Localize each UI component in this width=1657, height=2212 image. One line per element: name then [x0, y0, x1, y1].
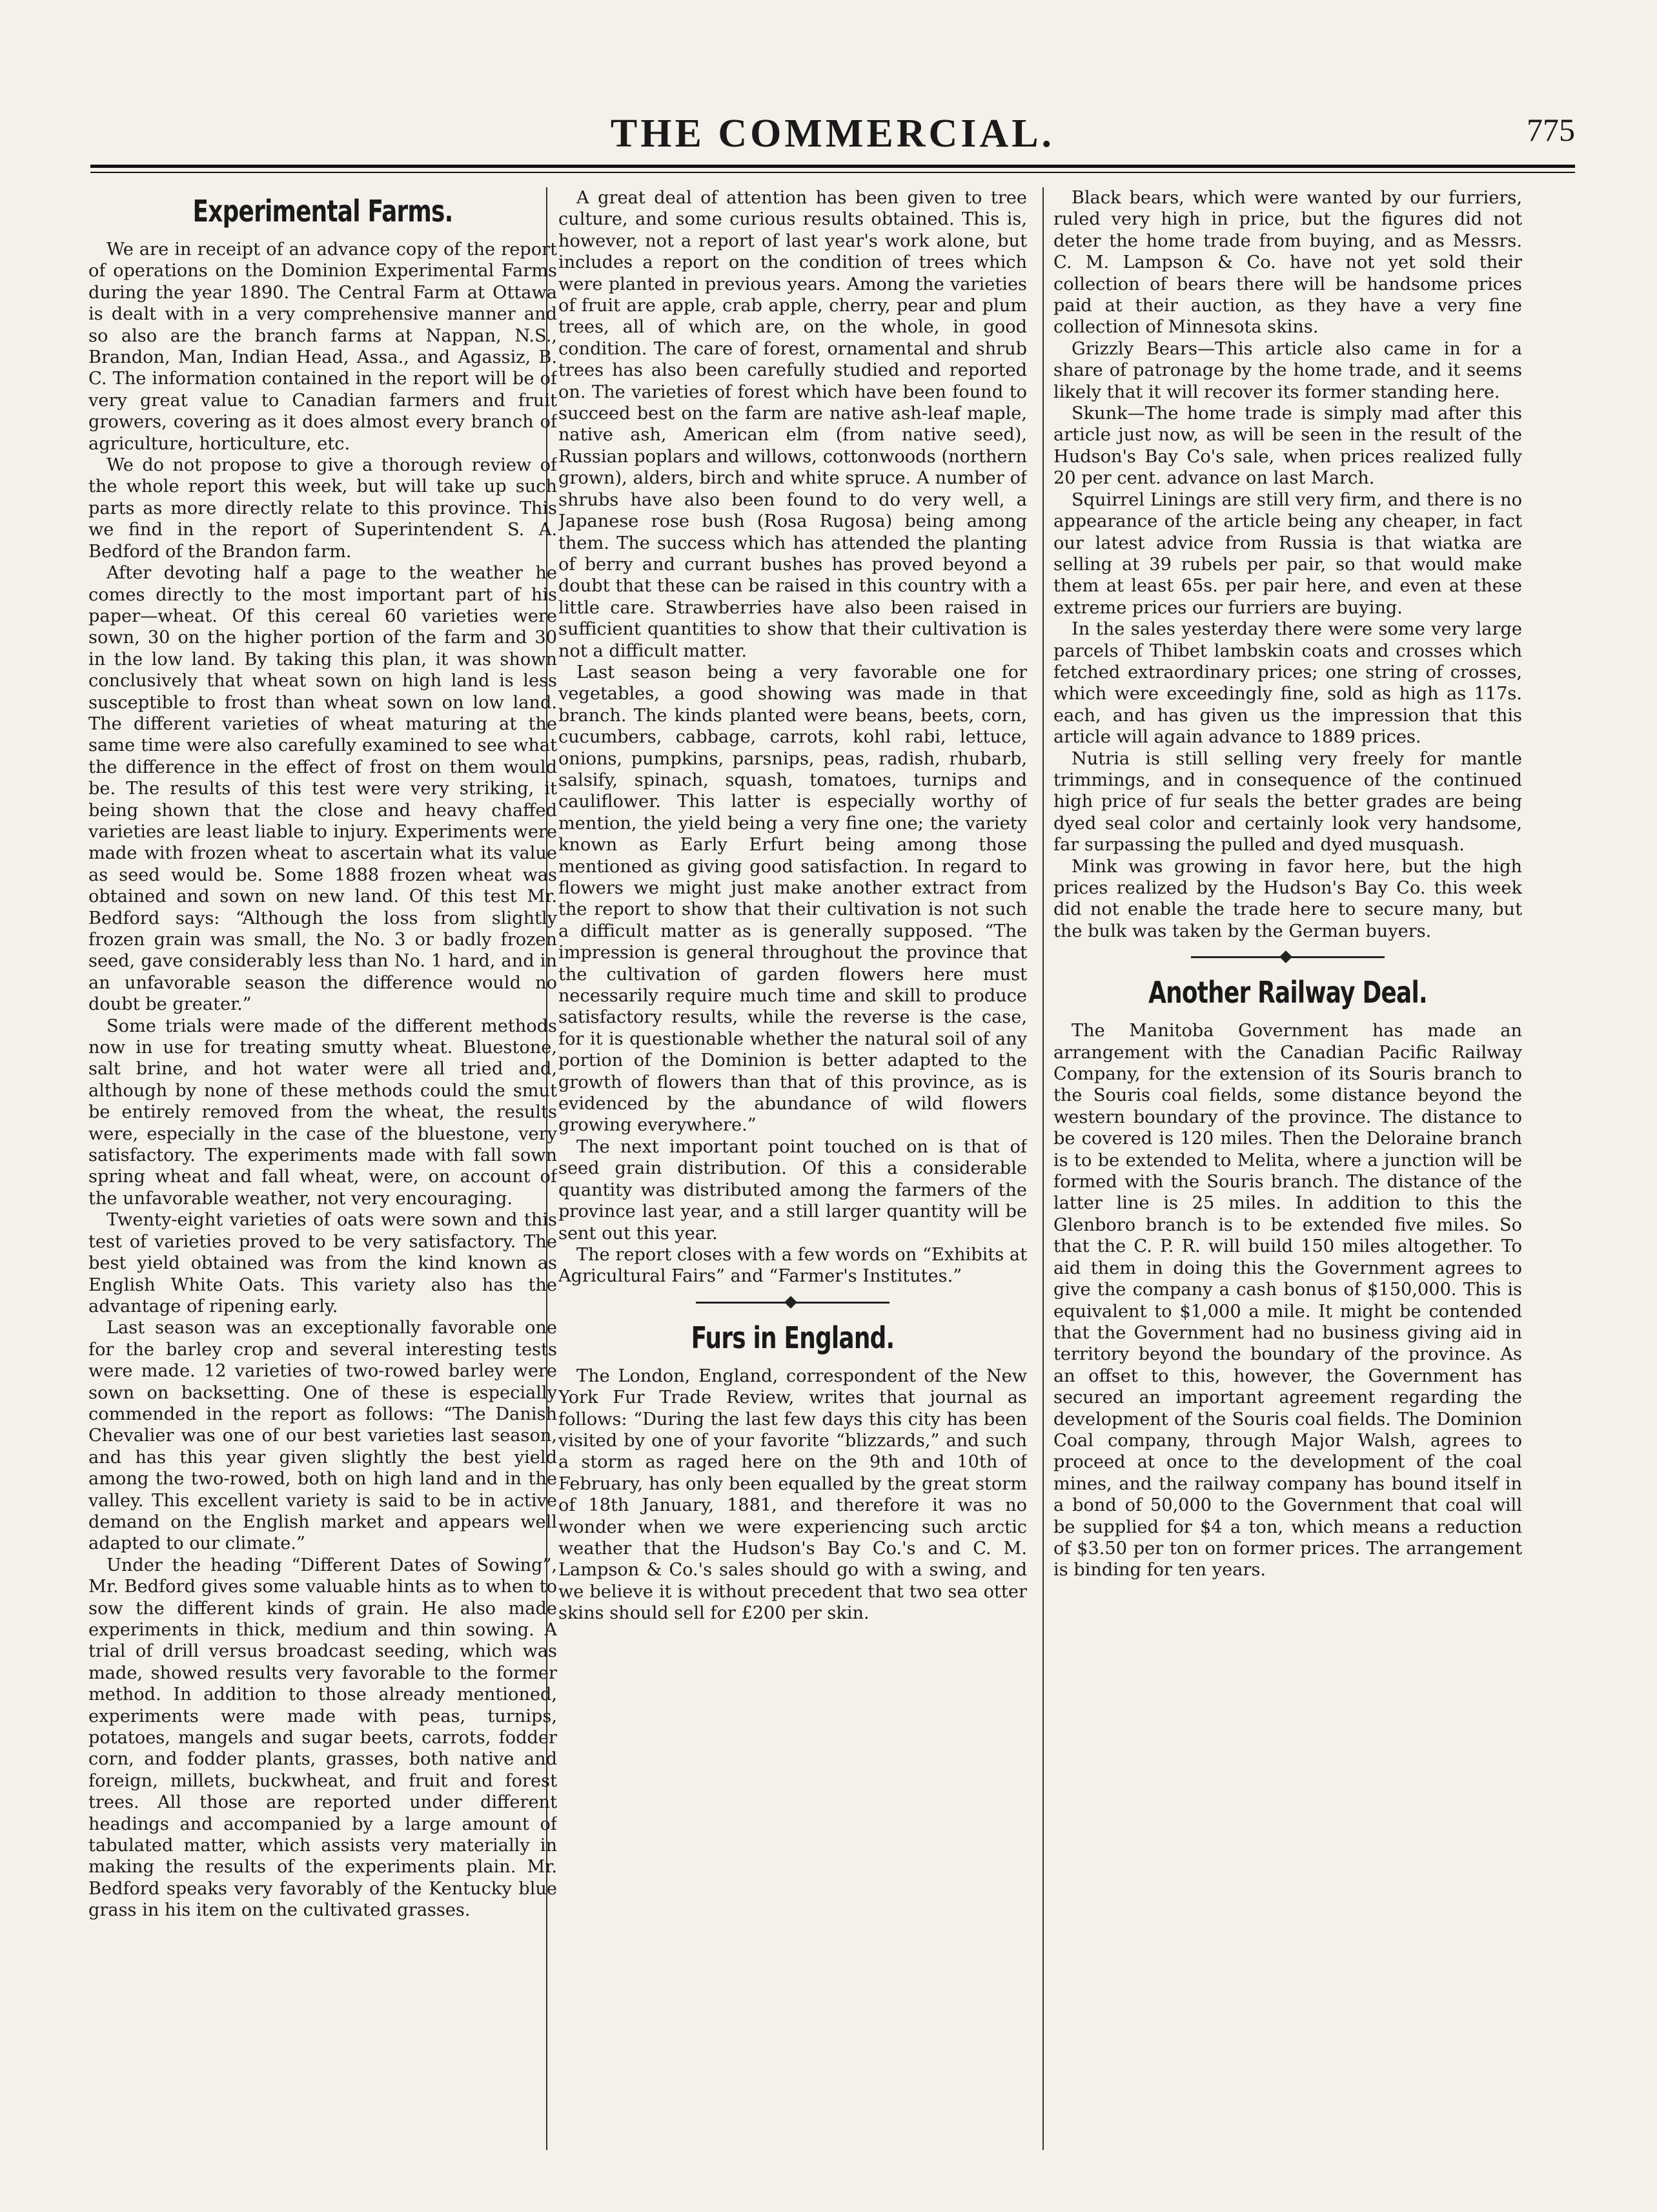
newspaper-title: THE COMMERCIAL.: [610, 112, 1055, 156]
article-paragraph: Skunk—The home trade is simply mad after this article just now, as will be seen in the result of the Hudson's Bay Co's sale, when prices realized fully 20 per cent. advance on last March.: [1053, 404, 1522, 489]
masthead-rule: [90, 165, 1575, 168]
article-paragraph: We are in receipt of an advance copy of the report of operations on the Dominion Experimental Farms during the year 1890. The Central Farm at Ottawa is dealt with in a very comprehensive manner and so also are the branch farms at Nappan, N.S., Brandon, Man, Indian Head, Assa., and Agassiz, B. C. The information contained in the report will be of very great value to Canadian farmers and fruit growers, covering as it does almost every branch of agriculture, horticulture, etc.: [88, 240, 557, 454]
article-paragraph: The next important point touched on is that of seed grain distribution. Of this a considerable quantity was distributed among the farmers of the province last year, and a still larger quantity will be sent out this year.: [558, 1136, 1027, 1244]
article-paragraph: After devoting half a page to the weather he comes directly to the most important part of his paper—wheat. Of this cereal 60 varieties were sown, 30 on the higher portion of the farm and 30 in the low land. By taking this plan, it was shown conclusively that wheat sown on high land is less susceptible to frost than wheat sown on low land. The different varieties of wheat maturing at the same time were also carefully examined to see what the difference in the effect of frost on them would be. The results of this test were very striking, it being shown that the close and heavy chaffed varieties are least liable to injury. Experiments were made with frozen wheat to ascertain what its value as seed would be. Some 1888 frozen wheat was obtained and sown on new land. Of this test Mr. Bedford says: “Although the loss from slightly frozen grain was small, the No. 3 or badly frozen seed, gave considerably less than No. 1 hard, and in an unfavorable season the difference would no doubt be greater.”: [88, 563, 557, 1015]
article-title-experimental-farms: Experimental Farms.: [192, 194, 453, 229]
article-paragraph: Nutria is still selling very freely for mantle trimmings, and in consequence of the continued high price of fur seals the better grades are being dyed seal color and certainly look very handsome, far surpassing the pulled and dyed musquash.: [1053, 748, 1522, 855]
article-paragraph: Twenty-eight varieties of oats were sown and this test of varieties proved to be very satisfactory. The best yield obtained was from the kind known as English White Oats. This variety also has the advantage of ripening early.: [88, 1210, 557, 1316]
article-paragraph: Squirrel Linings are still very firm, and there is no appearance of the article being any cheaper, in fact our latest advice from Russia is that wiatka are selling at 39 rubels per pair, so that would make them at least 65s. per pair here, and even at these extreme prices our furriers are buying.: [1053, 489, 1522, 618]
column-3: [1053, 187, 1522, 2150]
masthead: [90, 97, 1575, 174]
article-title-furs-in-england: Furs in England.: [691, 1320, 895, 1355]
article-paragraph: The Manitoba Government has made an arrangement with the Canadian Pacific Railway Company, for the extension of its Souris branch to the Souris coal fields, some distance beyond the western boundary of the province. The distance to be covered is 120 miles. Then the Deloraine branch is to be extended to Melita, where a junction will be formed with the Souris branch. The distance of the latter line is 25 miles. In addition to this the Glenboro branch is to be extended five miles. So that the C. P. R. will build 150 miles altogether. To aid them in doing this the Government agrees to give the company a cash bonus of $150,000. This is equivalent to $1,000 a mile. It might be contended that the Government had no business giving aid in territory beyond the boundary of the province. As an offset to this, however, the Government has secured an important agreement regarding the development of the Souris coal fields. The Dominion Coal company, through Major Walsh, agrees to proceed at once to the development of the coal mines, and the railway company has bound itself in a bond of 50,000 to the Government that coal will be supplied for $4 a ton, which means a reduction of $3.50 per ton on former prices. The arrangement is binding for ten years.: [1053, 1021, 1522, 1581]
masthead-rule-thin: [90, 172, 1575, 173]
article-paragraph: We do not propose to give a thorough review of the whole report this week, but will take up such parts as more directly relate to this province. This we find in the report of Superintendent S. A. Bedford of the Brandon farm.: [88, 455, 557, 562]
article-paragraph: A great deal of attention has been given to tree culture, and some curious results obtained. This is, however, not a report of last year's work alone, but includes a report on the condition of trees which were planted in previous years. Among the varieties of fruit are apple, crab apple, cherry, pear and plum trees, all of which are, on the whole, in good condition. The care of forest, ornamental and shrub trees has also been carefully studied and reported on. The varieties of forest which have been found to succeed best on the farm are native ash-leaf maple, native ash, American elm (from native seed), Russian poplars and willows, cottonwoods (northern grown), alders, birch and white spruce. A number of shrubs have also been found to do very well, a Japanese rose bush (Rosa Rugosa) being among them. The success which has attended the planting of berry and currant bushes has proved beyond a doubt that these can be raised in this country with a little care. Strawberries have also been raised in sufficient quantities to show that their cultivation is not a difficult matter.: [558, 188, 1027, 661]
column-1: [88, 187, 557, 2150]
article-paragraph: Black bears, which were wanted by our furriers, ruled very high in price, but the figures did not deter the home trade from buying, and as Messrs. C. M. Lampson & Co. have not yet sold their collection of bears there will be handsome prices paid at their auction, as they have a very fine collection of Minnesota skins.: [1053, 188, 1522, 338]
article-divider: [696, 1302, 889, 1311]
article-paragraph: Last season was an exceptionally favorable one for the barley crop and several interesting tests were made. 12 varieties of two-rowed barley were sown on backsetting. One of these is especially commended in the report as follows: “The Danish Chevalier was one of our best varieties last season, and has this year given slightly the best yield among the two-rowed, both on high land and in the valley. This excellent variety is said to be in active demand on the English market and appears well adapted to our climate.”: [88, 1318, 557, 1554]
article-paragraph: The report closes with a few words on “Exhibits at Agricultural Fairs” and “Farmer's Institutes.”: [558, 1244, 1027, 1287]
article-title-another-railway-deal: Another Railway Deal.: [1148, 975, 1427, 1010]
article-paragraph: Grizzly Bears—This article also came in for a share of patronage by the home trade, and it seems likely that it will recover its former standing here.: [1053, 338, 1522, 402]
article-paragraph: Mink was growing in favor here, but the high prices realized by the Hudson's Bay Co. this week did not enable the trade here to secure many, but the bulk was taken by the German buyers.: [1053, 856, 1522, 941]
column-2: [558, 187, 1027, 2150]
article-paragraph: In the sales yesterday there were some very large parcels of Thibet lambskin coats and crosses which fetched extraordinary prices; one string of crosses, which were exceedingly fine, sold as high as 117s. each, and has given us the impression that this article will again advance to 1889 prices.: [1053, 619, 1522, 748]
page-number: 775: [1527, 112, 1575, 148]
article-paragraph: Some trials were made of the different methods now in use for treating smutty wheat. Bluestone, salt brine, and hot water were all tried and, although by none of these methods could the smut be entirely removed from the wheat, the results were, especially in the case of the bluestone, very satisfactory. The experiments made with fall sown spring wheat and fall wheat, were, on account of the unfavorable weather, not very encouraging.: [88, 1016, 557, 1209]
article-paragraph: The London, England, correspondent of the New York Fur Trade Review, writes that journal as follows: “During the last few days this city has been visited by one of your favorite “blizzards,” and such a storm as raged here on the 9th and 10th of February, has only been equalled by the great storm of 18th January, 1881, and therefore it was no wonder when we were experiencing such arctic weather that the Hudson's Bay Co.'s and C. M. Lampson & Co.'s sales should go with a swing, and we believe it is without precedent that two sea otter skins should sell for £200 per skin.: [558, 1366, 1027, 1624]
article-divider: [1191, 956, 1385, 966]
article-paragraph: Last season being a very favorable one for vegetables, a good showing was made in that branch. The kinds planted were beans, beets, corn, cucumbers, cabbage, carrots, kohl rabi, lettuce, onions, pumpkins, parsnips, peas, radish, rhubarb, salsify, spinach, squash, tomatoes, turnips and cauliflower. This latter is especially worthy of mention, the yield being a very fine one; the variety known as Early Erfurt being among those mentioned as giving good satisfaction. In regard to flowers we might just make another extract from the report to show that their cultivation is not such a difficult matter as is generally supposed. “The impression is general throughout the province that the cultivation of garden flowers here must necessarily require much time and skill to produce satisfactory results, while the reverse is the case, for it is questionable whether the natural soil of any portion of the Dominion is better adapted to the growth of flowers than that of this province, as is evidenced by the abundance of wild flowers growing everywhere.”: [558, 662, 1027, 1136]
article-paragraph: Under the heading “Different Dates of Sowing”, Mr. Bedford gives some valuable hints as to when to sow the different kinds of grain. He also made experiments in thick, medium and thin sowing. A trial of drill versus broadcast seeding, which was made, showed results very favorable to the former method. In addition to those already mentioned, experiments were made with peas, turnips, potatoes, mangels and sugar beets, carrots, fodder corn, and fodder plants, grasses, both native and foreign, millets, buckwheat, and fruit and forest trees. All those are reported under different headings and accompanied by a large amount of tabulated matter, which assists very materially in making the results of the experiments plain. Mr. Bedford speaks very favorably of the Kentucky blue grass in his item on the cultivated grasses.: [88, 1555, 557, 1921]
column-rule: [1042, 187, 1044, 2150]
